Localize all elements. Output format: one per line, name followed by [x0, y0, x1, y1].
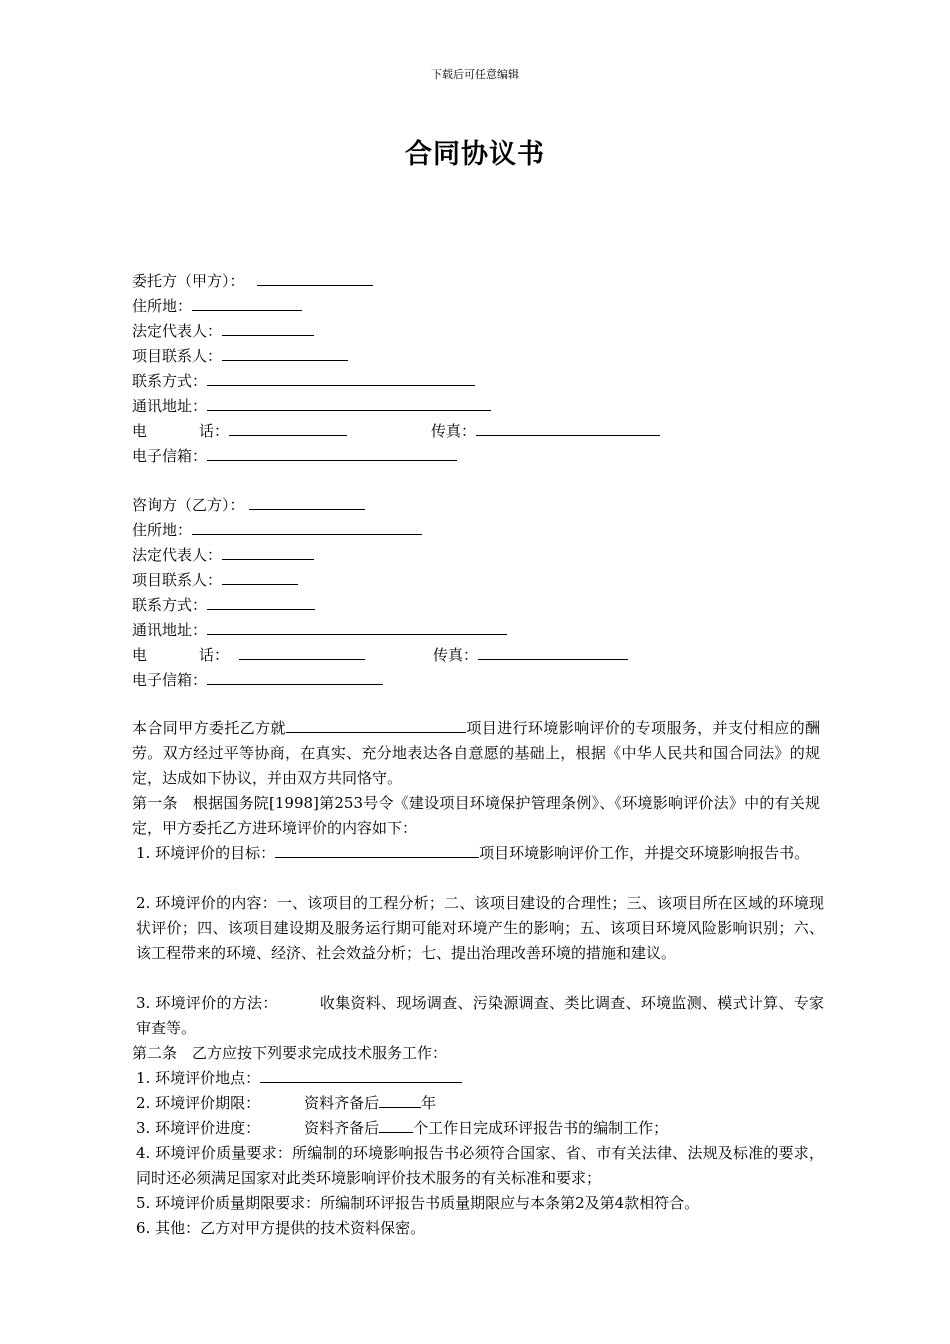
article-1-item-3 — [132, 991, 824, 1041]
party-b-email-blank[interactable] — [207, 669, 383, 685]
party-a-phone-label-2: 话： — [199, 422, 230, 440]
party-b-mail-address-blank[interactable] — [207, 619, 507, 635]
party-a-fax-blank[interactable] — [476, 420, 660, 436]
party-b-phone-label-1: 电 — [132, 646, 148, 664]
party-b-legal-rep-label: 法定代表人： — [132, 546, 223, 564]
party-a-contact-person-label: 项目联系人： — [132, 347, 223, 365]
article-2-item-5: 5. 环境评价质量期限要求：所编制环评报告书质量期限应与本条第2及第4款相符合。 — [136, 1194, 700, 1212]
article-1-item-1-text: 项目环境影响评价工作，并提交环境影响报告书。 — [479, 844, 810, 862]
article-2-item-3-text-a: 资料齐备后 — [304, 1119, 380, 1137]
party-a-principal-blank[interactable] — [257, 270, 373, 286]
party-a-address-label: 住所地： — [132, 297, 193, 315]
article-2-item-2-label: 2. 环境评价期限： — [136, 1094, 261, 1112]
party-b-fax-label: 传真： — [433, 646, 479, 664]
party-a-principal-label: 委托方（甲方）： — [132, 272, 245, 290]
party-a-fax-label: 传真： — [431, 422, 477, 440]
party-b-contact-label: 联系方式： — [132, 596, 208, 614]
party-b-phone-label-2: 话： — [199, 646, 230, 664]
party-b-fax-blank[interactable] — [478, 644, 628, 660]
article-2-item-3-text-b: 个工作日完成环评报告书的编制工作； — [413, 1119, 669, 1137]
party-a-legal-rep-label: 法定代表人： — [132, 322, 223, 340]
article-1-heading: 第一条 根据国务院[1998]第253号令《建设项目环境保护管理条例》、《环境影响评价法》中的有关规定，甲方委托乙方进环境评价的内容如下： — [132, 794, 820, 837]
article-2-item-2 — [132, 1091, 824, 1116]
party-b-email-label: 电子信箱： — [132, 671, 208, 689]
party-b-legal-rep-row — [132, 544, 314, 565]
party-b-contact-blank[interactable] — [207, 594, 315, 610]
intro-project-blank[interactable] — [286, 717, 466, 733]
intro-text-b: 项目进行环境影响评价的专项服务，并支付相应的酬劳。双方经过平等协商，在真实、充分地表达各自意愿的基础上，根据《中华人民共和国合同法》的规定，达成如下协议，并由双方共同恪守。 — [132, 719, 820, 787]
article-2-item-1-blank[interactable] — [260, 1067, 462, 1083]
party-b-consultant-label: 咨询方（乙方）： — [132, 496, 245, 514]
party-a-legal-rep-blank[interactable] — [222, 320, 314, 336]
party-b-address-row — [132, 519, 422, 540]
article-2-item-4: 4. 环境评价质量要求：所编制的环境影响报告书必须符合国家、省、市有关法律、法规及标准的要求，同时还必须满足国家对此类环境影响评价技术服务的有关标准和要求； — [136, 1144, 824, 1187]
party-b-phone-blank[interactable] — [239, 644, 365, 660]
party-b-consultant-blank[interactable] — [249, 494, 365, 510]
party-a-legal-rep-row — [132, 320, 314, 341]
party-a-email-label: 电子信箱： — [132, 447, 208, 465]
article-1-item-2: 2. 环境评价的内容：一、该项目的工程分析；二、该项目建设的合理性；三、该项目所在区域的环境现状评价；四、该项目建设期及服务运行期可能对环境产生的影响；五、该项目环境风险影响识别；六、该工程带来的环境、经济、社会效益分析；七、提出治理改善环境的措施和建议。 — [136, 894, 824, 962]
article-2-item-2-blank[interactable] — [379, 1092, 421, 1108]
party-a-contact-person-row — [132, 345, 348, 366]
party-b-email-row — [132, 669, 383, 690]
party-a-address-blank[interactable] — [192, 295, 302, 311]
article-2-item-3 — [132, 1116, 824, 1141]
article-1-item-1-label: 1. 环境评价的目标： — [136, 844, 276, 862]
party-a-contact-blank[interactable] — [207, 370, 475, 386]
party-a-email-row — [132, 445, 457, 466]
intro-paragraph — [132, 716, 820, 791]
party-b-phone-row — [132, 644, 628, 665]
article-1-item-3-text: 收集资料、现场调查、污染源调查、类比调查、环境监测、模式计算、专家审查等。 — [136, 994, 824, 1037]
party-a-contact-label: 联系方式： — [132, 372, 208, 390]
party-b-contact-person-blank[interactable] — [222, 569, 298, 585]
article-2-item-3-blank[interactable] — [379, 1117, 413, 1133]
party-b-contact-row — [132, 594, 315, 615]
party-a-mail-address-row — [132, 395, 491, 416]
party-b-address-blank[interactable] — [192, 519, 422, 535]
party-a-mail-address-blank[interactable] — [207, 395, 491, 411]
party-a-phone-row — [132, 420, 660, 441]
party-a-address-row — [132, 295, 302, 316]
party-a-contact-person-blank[interactable] — [222, 345, 348, 361]
article-2-item-1 — [132, 1066, 824, 1091]
article-2-item-2-unit: 年 — [421, 1094, 437, 1112]
party-b-mail-address-row — [132, 619, 507, 640]
party-a-principal-row — [132, 270, 373, 291]
document-title: 合同协议书 — [405, 139, 545, 170]
party-a-mail-address-label: 通讯地址： — [132, 397, 208, 415]
article-2-item-2-text: 资料齐备后 — [304, 1094, 380, 1112]
party-b-contact-person-row — [132, 569, 298, 590]
party-a-email-blank[interactable] — [207, 445, 457, 461]
party-a-phone-label-1: 电 — [132, 422, 148, 440]
party-a-contact-row — [132, 370, 475, 391]
party-b-mail-address-label: 通讯地址： — [132, 621, 208, 639]
intro-text-a: 本合同甲方委托乙方就 — [132, 719, 286, 737]
article-2-item-3-label: 3. 环境评价进度： — [136, 1119, 261, 1137]
party-b-legal-rep-blank[interactable] — [222, 544, 314, 560]
article-1-item-3-label: 3. 环境评价的方法： — [136, 994, 278, 1012]
page-header-note: 下载后可任意编辑 — [431, 68, 519, 81]
article-1-item-1-blank[interactable] — [275, 842, 479, 858]
article-1-item-1 — [132, 841, 824, 866]
article-2-heading: 第二条 乙方应按下列要求完成技术服务工作： — [132, 1044, 448, 1062]
party-b-consultant-row — [132, 494, 365, 515]
party-b-contact-person-label: 项目联系人： — [132, 571, 223, 589]
article-2-item-1-label: 1. 环境评价地点： — [136, 1069, 261, 1087]
article-2-item-6: 6. 其他：乙方对甲方提供的技术资料保密。 — [136, 1219, 426, 1237]
party-b-address-label: 住所地： — [132, 521, 193, 539]
party-a-phone-blank[interactable] — [229, 420, 347, 436]
